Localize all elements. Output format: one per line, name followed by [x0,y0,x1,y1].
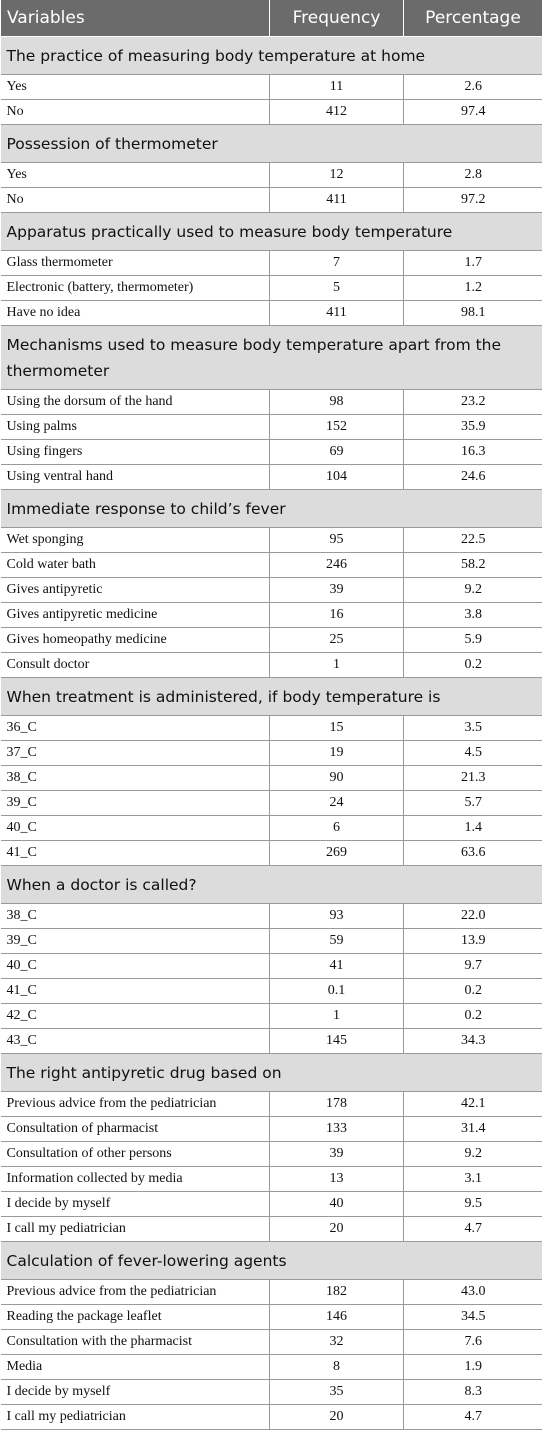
cell-frequency: 246 [270,553,404,578]
cell-frequency: 152 [270,415,404,440]
header-percentage: Percentage [404,0,542,37]
cell-variable: I call my pediatrician [1,1217,270,1242]
cell-percentage: 16.3 [404,440,542,465]
cell-frequency: 98 [270,390,404,415]
cell-frequency: 59 [270,929,404,954]
cell-percentage: 24.6 [404,465,542,490]
table-row [1,1405,542,1430]
cell-percentage: 1.7 [404,251,542,276]
cell-percentage: 22.0 [404,904,542,929]
cell-frequency: 39 [270,578,404,603]
cell-frequency: 41 [270,954,404,979]
cell-variable: Consultation of pharmacist [1,1117,270,1142]
cell-variable: No [1,188,270,213]
cell-frequency: 39 [270,1142,404,1167]
cell-percentage: 3.5 [404,716,542,741]
cell-percentage: 22.5 [404,528,542,553]
section-header-row [1,1242,542,1280]
table-row [1,816,542,841]
cell-variable: 41_C [1,979,270,1004]
cell-frequency: 0.1 [270,979,404,1004]
cell-variable: 38_C [1,904,270,929]
cell-variable: Electronic (battery, thermometer) [1,276,270,301]
table-row [1,979,542,1004]
cell-variable: 40_C [1,816,270,841]
cell-frequency: 12 [270,163,404,188]
cell-percentage: 8.3 [404,1380,542,1405]
section-title: Apparatus practically used to measure body temperature [1,213,542,251]
cell-frequency: 104 [270,465,404,490]
cell-percentage: 4.5 [404,741,542,766]
cell-percentage: 0.2 [404,979,542,1004]
cell-variable: Information collected by media [1,1167,270,1192]
cell-variable: 43_C [1,1029,270,1054]
table-row [1,390,542,415]
section-title: The practice of measuring body temperature at home [1,37,542,75]
section-title: Calculation of fever-lowering agents [1,1242,542,1280]
section-title: When treatment is administered, if body temperature is [1,678,542,716]
cell-variable: Cold water bath [1,553,270,578]
section-header-row [1,213,542,251]
cell-percentage: 4.7 [404,1217,542,1242]
cell-percentage: 97.2 [404,188,542,213]
table-row [1,415,542,440]
cell-frequency: 90 [270,766,404,791]
table-row [1,1217,542,1242]
cell-percentage: 9.2 [404,1142,542,1167]
cell-percentage: 3.1 [404,1167,542,1192]
cell-percentage: 43.0 [404,1280,542,1305]
cell-variable: No [1,100,270,125]
cell-percentage: 98.1 [404,301,542,326]
table-row [1,766,542,791]
section-title: Possession of thermometer [1,125,542,163]
cell-variable: Previous advice from the pediatrician [1,1092,270,1117]
cell-percentage: 31.4 [404,1117,542,1142]
section-title: Immediate response to child’s fever [1,490,542,528]
table-row [1,163,542,188]
cell-percentage: 58.2 [404,553,542,578]
cell-variable: Yes [1,163,270,188]
cell-frequency: 11 [270,75,404,100]
header-frequency: Frequency [270,0,404,37]
table-row [1,301,542,326]
cell-percentage: 23.2 [404,390,542,415]
cell-variable: 36_C [1,716,270,741]
cell-variable: Reading the package leaflet [1,1305,270,1330]
section-header-row [1,1054,542,1092]
cell-percentage: 42.1 [404,1092,542,1117]
cell-variable: Using ventral hand [1,465,270,490]
cell-percentage: 1.9 [404,1355,542,1380]
table-row [1,553,542,578]
section-header-row [1,866,542,904]
table-row [1,440,542,465]
cell-percentage: 4.7 [404,1405,542,1430]
table-row [1,791,542,816]
cell-percentage: 13.9 [404,929,542,954]
cell-percentage: 2.6 [404,75,542,100]
cell-variable: 37_C [1,741,270,766]
cell-variable: Consult doctor [1,653,270,678]
table-row [1,741,542,766]
table-row [1,1380,542,1405]
cell-frequency: 13 [270,1167,404,1192]
cell-percentage: 9.5 [404,1192,542,1217]
table-row [1,904,542,929]
table-row [1,276,542,301]
cell-variable: I call my pediatrician [1,1405,270,1430]
section-title: When a doctor is called? [1,866,542,904]
table-row [1,1029,542,1054]
cell-frequency: 32 [270,1330,404,1355]
cell-frequency: 15 [270,716,404,741]
cell-frequency: 146 [270,1305,404,1330]
cell-frequency: 16 [270,603,404,628]
cell-variable: Using fingers [1,440,270,465]
cell-frequency: 24 [270,791,404,816]
cell-variable: Gives antipyretic medicine [1,603,270,628]
cell-frequency: 25 [270,628,404,653]
table-row [1,603,542,628]
cell-frequency: 178 [270,1092,404,1117]
cell-variable: Media [1,1355,270,1380]
cell-percentage: 5.9 [404,628,542,653]
cell-percentage: 5.7 [404,791,542,816]
table-row [1,251,542,276]
header-variables: Variables [1,0,270,37]
cell-frequency: 5 [270,276,404,301]
cell-frequency: 20 [270,1217,404,1242]
table-row [1,578,542,603]
cell-frequency: 8 [270,1355,404,1380]
cell-variable: Glass thermometer [1,251,270,276]
cell-frequency: 1 [270,1004,404,1029]
cell-percentage: 63.6 [404,841,542,866]
cell-percentage: 34.3 [404,1029,542,1054]
cell-frequency: 133 [270,1117,404,1142]
table-header [1,0,542,37]
cell-variable: Using palms [1,415,270,440]
cell-percentage: 1.4 [404,816,542,841]
table-row [1,1355,542,1380]
cell-frequency: 1 [270,653,404,678]
cell-frequency: 19 [270,741,404,766]
cell-variable: Yes [1,75,270,100]
cell-frequency: 269 [270,841,404,866]
table-row [1,653,542,678]
table-row [1,628,542,653]
cell-variable: Gives antipyretic [1,578,270,603]
cell-variable: 38_C [1,766,270,791]
table-row [1,1280,542,1305]
table-row [1,75,542,100]
cell-percentage: 2.8 [404,163,542,188]
cell-variable: Wet sponging [1,528,270,553]
table-row [1,1092,542,1117]
cell-percentage: 3.8 [404,603,542,628]
cell-variable: I decide by myself [1,1380,270,1405]
section-header-row [1,37,542,75]
cell-variable: Have no idea [1,301,270,326]
section-header-row [1,490,542,528]
table-row [1,188,542,213]
section-header-row [1,125,542,163]
cell-frequency: 145 [270,1029,404,1054]
cell-frequency: 7 [270,251,404,276]
table-row [1,1004,542,1029]
cell-percentage: 97.4 [404,100,542,125]
table-row [1,716,542,741]
cell-variable: I decide by myself [1,1192,270,1217]
section-header-row [1,326,542,390]
table-row [1,100,542,125]
header-row [1,0,542,37]
cell-variable: 41_C [1,841,270,866]
section-header-row [1,678,542,716]
cell-percentage: 0.2 [404,653,542,678]
cell-frequency: 182 [270,1280,404,1305]
cell-variable: 42_C [1,1004,270,1029]
table-row [1,1330,542,1355]
cell-frequency: 95 [270,528,404,553]
table-row [1,1142,542,1167]
cell-variable: Consultation of other persons [1,1142,270,1167]
cell-frequency: 35 [270,1380,404,1405]
cell-frequency: 69 [270,440,404,465]
cell-frequency: 411 [270,188,404,213]
cell-variable: 39_C [1,929,270,954]
cell-variable: 40_C [1,954,270,979]
cell-variable: Previous advice from the pediatrician [1,1280,270,1305]
table-body [1,37,542,1430]
cell-frequency: 411 [270,301,404,326]
section-title: The right antipyretic drug based on [1,1054,542,1092]
cell-percentage: 9.2 [404,578,542,603]
table-row [1,465,542,490]
cell-percentage: 0.2 [404,1004,542,1029]
table-row [1,841,542,866]
cell-percentage: 21.3 [404,766,542,791]
cell-variable: Consultation with the pharmacist [1,1330,270,1355]
cell-percentage: 35.9 [404,415,542,440]
cell-percentage: 9.7 [404,954,542,979]
cell-percentage: 1.2 [404,276,542,301]
table-row [1,1305,542,1330]
cell-variable: 39_C [1,791,270,816]
table-row [1,1167,542,1192]
cell-frequency: 93 [270,904,404,929]
table-row [1,528,542,553]
table-row [1,1117,542,1142]
section-title: Mechanisms used to measure body temperature apart from the thermometer [1,326,542,390]
cell-frequency: 412 [270,100,404,125]
cell-frequency: 20 [270,1405,404,1430]
cell-percentage: 34.5 [404,1305,542,1330]
cell-frequency: 40 [270,1192,404,1217]
cell-percentage: 7.6 [404,1330,542,1355]
cell-frequency: 6 [270,816,404,841]
table-row [1,1192,542,1217]
table-row [1,929,542,954]
cell-variable: Using the dorsum of the hand [1,390,270,415]
table-row [1,954,542,979]
cell-variable: Gives homeopathy medicine [1,628,270,653]
